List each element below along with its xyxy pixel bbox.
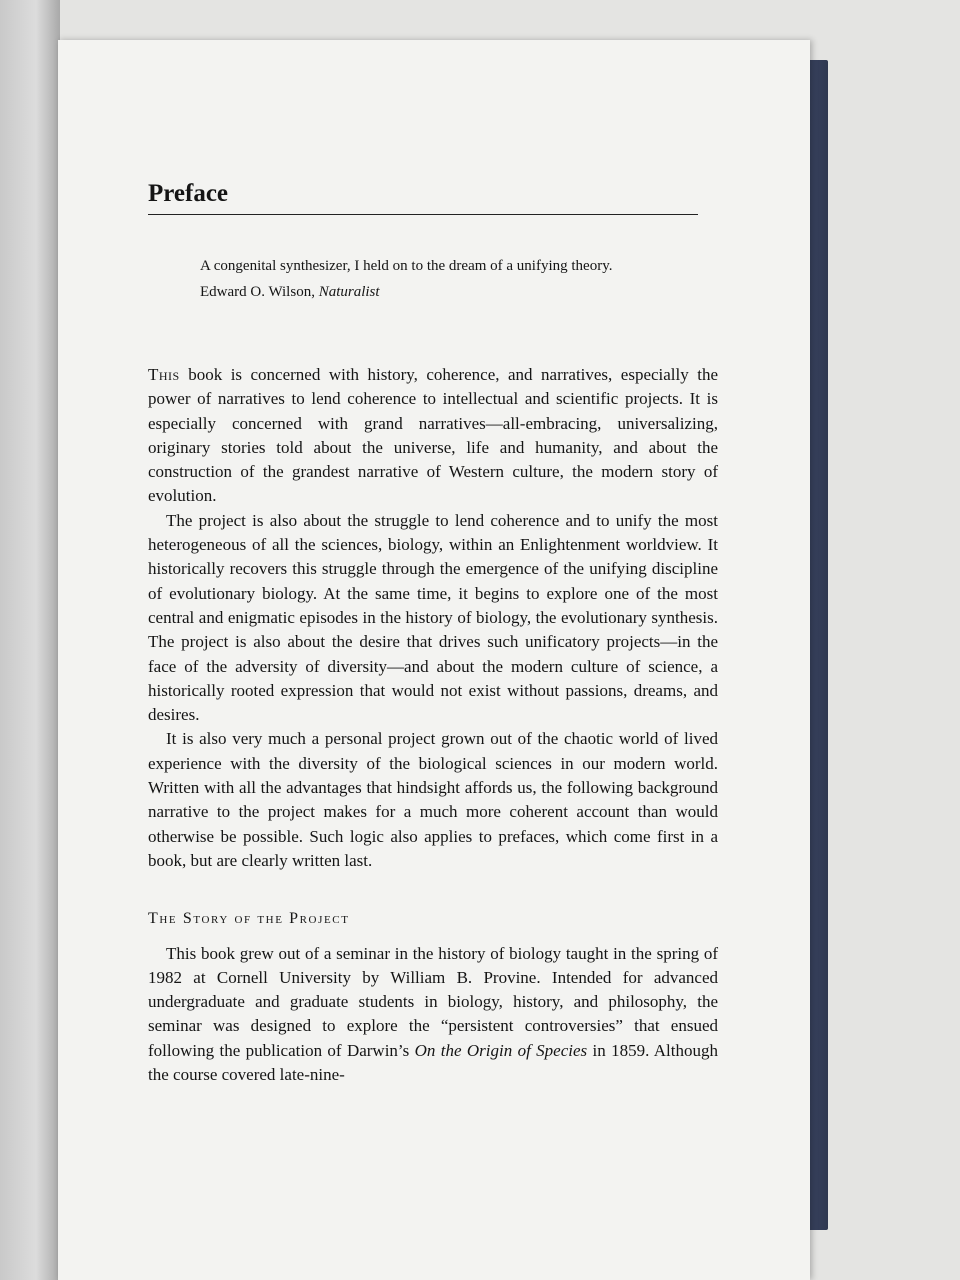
section-paragraph-text-after: in 1859. Although the course covered late-nine- [148, 1040, 718, 1085]
epigraph-author: Edward O. Wilson, [200, 284, 315, 300]
paragraph-2: The project is also about the struggle to lend coherence and to unify the most heterogeneous of all the sciences, biology, within an Enlightenment worldview. It historically recovers this struggle through the emergence of the unifying discipline of evolutionary biology. At the same time, it begins to explore one of the most central and enigmatic episodes in the history of biology, the evolutionary synthesis. The project is also about the desire that drives such unificatory projects—in the face of the adversity of diversity—and about the modern culture of science, a historically rooted expression that would not exist without passions, dreams, and desires. [148, 510, 718, 725]
book-page [58, 40, 810, 1280]
paragraph-3: It is also very much a personal project grown out of the chaotic world of lived experience with the diversity of the biological sciences in our modern world. Written with all the advantages that hindsight affords us, the following background narrative to the project makes for a much more coherent account than would otherwise be possible. Such logic also applies to prefaces, which come first in a book, but are clearly written last. [148, 729, 718, 870]
section-paragraph-italic-title: On the Origin of Species [414, 1040, 588, 1060]
section-paragraph-text-before: This book grew out of a seminar in the history of biology taught in the spring of 1982 at Cornell University by William B. Provine. Intended for advanced undergraduate and graduate students in biology, history, and philosophy, the seminar was designed to explore the “persistent controversies” that ensued following the publication of Darwin’s [148, 943, 718, 1060]
epigraph-attribution [200, 281, 630, 303]
page-content [148, 180, 718, 1087]
paragraph-1-lead: This [148, 365, 180, 384]
section-heading: The Story of the Project [148, 910, 350, 928]
left-page-edge [0, 0, 60, 1280]
preface-body [148, 363, 718, 1087]
epigraph-source: Naturalist [318, 284, 380, 300]
section-paragraph [148, 942, 718, 1088]
epigraph-quote: A congenital synthesizer, I held on to the dream of a unifying theory. [200, 258, 613, 274]
paragraph-1-text: book is concerned with history, coherence, and narratives, especially the power of narratives to lend coherence to intellectual and scientific projects. It is especially concerned with grand narratives—all-embracing, universalizing, originary stories told about the universe, life and humanity, and about the construction of the grandest narrative of Western culture, the modern story of evolution. [148, 365, 718, 506]
chapter-title: Preface [148, 180, 698, 215]
paragraph-1 [148, 363, 718, 509]
epigraph [200, 255, 630, 303]
